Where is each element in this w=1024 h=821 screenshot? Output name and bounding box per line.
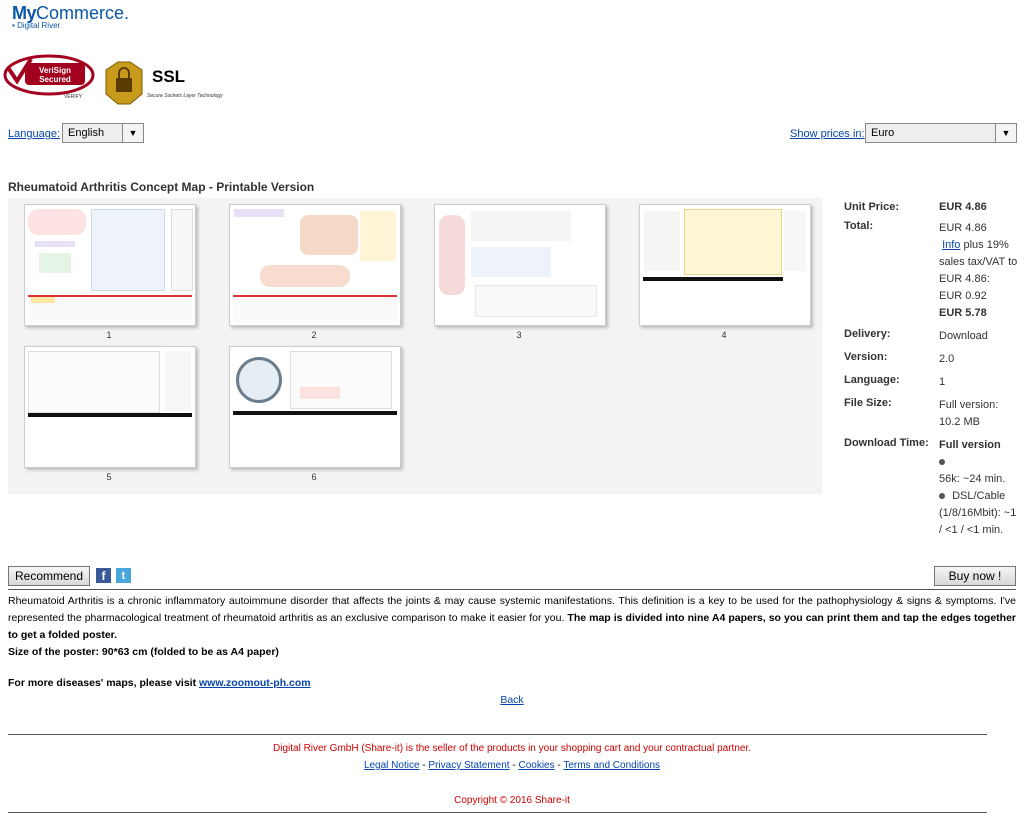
total-value: EUR 4.86 Info plus 19% sales tax/VAT to EUR 4.86: EUR 0.92 EUR 5.78 bbox=[939, 222, 1018, 319]
zoomout-link[interactable]: www.zoomout-ph.com bbox=[199, 677, 311, 689]
unit-price-row bbox=[844, 201, 1022, 214]
thumbnail-number: 5 bbox=[106, 472, 112, 482]
language-row bbox=[844, 374, 1022, 391]
unit-price-value: EUR 4.86 bbox=[939, 201, 987, 213]
facebook-icon[interactable]: f bbox=[96, 568, 111, 583]
copyright: Copyright © 2016 Share-it bbox=[454, 795, 570, 806]
language-info-label: Language: bbox=[844, 374, 900, 386]
version-label: Version: bbox=[844, 351, 888, 363]
language-selected-value: English bbox=[68, 127, 105, 139]
delivery-value: Download bbox=[939, 330, 988, 342]
buy-now-button[interactable]: Buy now ! bbox=[934, 566, 1016, 586]
thumbnail-number: 6 bbox=[311, 472, 317, 482]
product-info-table bbox=[844, 201, 1022, 545]
language-select[interactable] bbox=[62, 123, 144, 143]
bullet-icon bbox=[939, 459, 945, 465]
product-description: Rheumatoid Arthritis is a chronic inflammatory autoimmune disorder that affects the joints & may cause systemic manifestations. This definition is a key to be used for the pathophysiology & signs & symptoms. I've represented the pharmacological treatment of rheumatoid arthritis as an exclusive comparison to make it easier for you. The map is divided into nine A4 papers, so you can print them and tap the edges together to get a folded poster. Size of the poster: 90*63 cm (folded to be as A4 paper) bbox=[8, 595, 1016, 658]
thumbnail-3[interactable] bbox=[434, 204, 606, 326]
thumbnail-4[interactable] bbox=[639, 204, 811, 326]
version-value: 2.0 bbox=[939, 353, 955, 365]
currency-selected-value: Euro bbox=[871, 127, 895, 139]
thumbnail-number: 2 bbox=[311, 330, 317, 340]
currency-select[interactable] bbox=[865, 123, 1017, 143]
download-time-value: Full version 56k: ~24 min. DSL/Cable (1/8/16Mbit): ~1 / <1 / <1 min. bbox=[939, 439, 1017, 536]
footer-links: Legal Notice - Privacy Statement - Cookies - Terms and Conditions bbox=[363, 760, 661, 771]
legal-notice-link[interactable]: Legal Notice bbox=[363, 760, 420, 771]
chevron-down-icon[interactable]: ▼ bbox=[122, 124, 143, 142]
file-size-row bbox=[844, 397, 1022, 431]
delivery-row bbox=[844, 328, 1022, 345]
file-size-label: File Size: bbox=[844, 397, 892, 409]
back-link[interactable]: Back bbox=[500, 694, 524, 706]
tax-info-link[interactable]: Info bbox=[942, 239, 961, 251]
svg-text:Secure Sockets Layer Technolog: Secure Sockets Layer Technology bbox=[147, 93, 223, 99]
cookies-link[interactable]: Cookies bbox=[518, 760, 555, 771]
mycommerce-logo bbox=[12, 3, 129, 30]
total-row bbox=[844, 220, 1022, 322]
language-info-value: 1 bbox=[939, 376, 946, 388]
thumbnail-6[interactable] bbox=[229, 346, 401, 468]
thumbnail-5[interactable] bbox=[24, 346, 196, 468]
recommend-button[interactable]: Recommend bbox=[8, 566, 90, 586]
svg-text:VeriSign: VeriSign bbox=[38, 66, 72, 75]
thumbnail-1[interactable] bbox=[24, 204, 196, 326]
unit-price-label: Unit Price: bbox=[844, 201, 900, 213]
thumbnail-2[interactable] bbox=[229, 204, 401, 326]
more-maps-text: For more diseases' maps, please visit www.zoomout-ph.com bbox=[8, 677, 311, 689]
poster-size-text: Size of the poster: 90*63 cm (folded to be as A4 paper) bbox=[8, 646, 279, 658]
language-label-link[interactable]: Language: bbox=[8, 128, 60, 140]
version-row bbox=[844, 351, 1022, 368]
thumbnail-number: 4 bbox=[721, 330, 727, 340]
thumbnail-number: 1 bbox=[106, 330, 112, 340]
divider bbox=[8, 589, 1016, 590]
total-label: Total: bbox=[844, 220, 874, 232]
download-time-row bbox=[844, 437, 1022, 539]
show-prices-label-link[interactable]: Show prices in: bbox=[790, 128, 865, 140]
product-title: Rheumatoid Arthritis Concept Map - Printable Version bbox=[8, 180, 315, 194]
privacy-statement-link[interactable]: Privacy Statement bbox=[428, 760, 510, 771]
verisign-badge[interactable] bbox=[3, 55, 98, 100]
svg-text:Secured: Secured bbox=[39, 75, 71, 84]
back-row bbox=[0, 694, 1024, 706]
logo-sub-text: Commerce. bbox=[36, 3, 130, 23]
svg-text:SSL: SSL bbox=[152, 67, 186, 86]
twitter-icon[interactable]: t bbox=[116, 568, 131, 583]
delivery-label: Delivery: bbox=[844, 328, 891, 340]
divider bbox=[8, 734, 987, 735]
file-size-value: Full version: 10.2 MB bbox=[939, 399, 999, 428]
svg-text:VERIFY: VERIFY bbox=[63, 94, 83, 100]
download-time-label: Download Time: bbox=[844, 437, 929, 449]
seller-notice: Digital River GmbH (Share-it) is the seller of the products in your shopping cart and your contractual partner. bbox=[273, 743, 751, 754]
logo-main-text: My bbox=[12, 3, 37, 23]
chevron-down-icon[interactable]: ▼ bbox=[995, 124, 1016, 142]
thumbnail-number: 3 bbox=[516, 330, 522, 340]
bullet-icon bbox=[939, 493, 945, 499]
ssl-badge bbox=[104, 60, 223, 106]
digital-river-tagline: ▪ Digital River bbox=[12, 21, 61, 30]
product-gallery bbox=[8, 198, 822, 494]
divider bbox=[8, 812, 987, 813]
terms-link[interactable]: Terms and Conditions bbox=[563, 760, 661, 771]
